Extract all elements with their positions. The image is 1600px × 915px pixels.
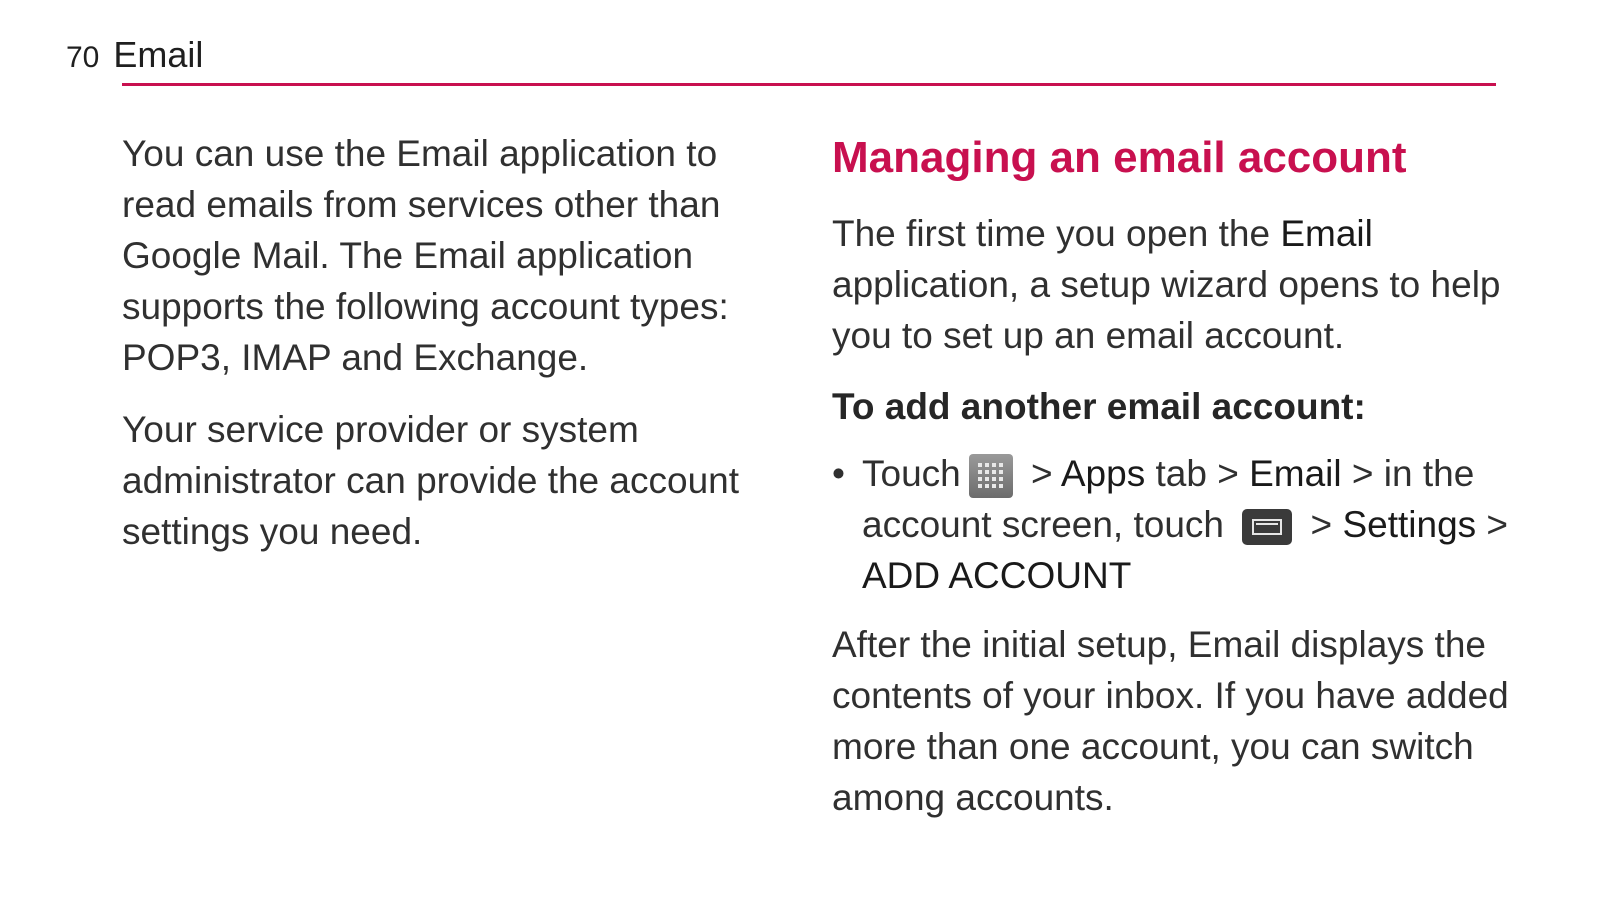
bullet-dot: • bbox=[832, 453, 845, 494]
setup-text-start: The first time you open the bbox=[832, 213, 1281, 254]
menu-key-icon bbox=[1242, 509, 1292, 545]
intro-paragraph: You can use the Email application to read emails from services other than Google Mail. The Email application supports the following account types: POP3, IMAP and Exchange. bbox=[122, 133, 729, 378]
account-screen-text: > in the account screen, touch bbox=[862, 453, 1475, 545]
apps-label: Apps bbox=[1060, 453, 1146, 494]
page-number: 70 bbox=[66, 41, 100, 74]
separator-3: > bbox=[1300, 504, 1343, 545]
separator-1: > bbox=[1020, 453, 1061, 494]
setup-paragraph bbox=[832, 208, 1532, 361]
section-heading: Managing an email account bbox=[832, 133, 1407, 182]
left-column bbox=[122, 128, 762, 578]
add-account-label: ADD ACCOUNT bbox=[862, 555, 1132, 596]
header-divider bbox=[122, 83, 1496, 86]
settings-label: Settings bbox=[1342, 504, 1477, 545]
provider-paragraph: Your service provider or system administrator can provide the account settings you need. bbox=[122, 409, 740, 552]
section-title: Email bbox=[113, 34, 204, 75]
instruction-step bbox=[832, 448, 1532, 601]
apps-grid-icon bbox=[969, 454, 1013, 498]
tab-text: tab > bbox=[1145, 453, 1250, 494]
right-column bbox=[832, 130, 1532, 844]
email-label: Email bbox=[1249, 453, 1342, 494]
separator-4: > bbox=[1476, 504, 1509, 545]
page-header bbox=[66, 34, 203, 76]
touch-label: Touch bbox=[862, 453, 961, 494]
instruction-subheading: To add another email account: bbox=[832, 386, 1366, 427]
after-setup-paragraph: After the initial setup, Email displays the contents of your inbox. If you have added more than one account, you can switch among accounts. bbox=[832, 624, 1509, 818]
setup-text-end: application, a setup wizard opens to help you to set up an email account. bbox=[832, 264, 1501, 356]
email-app-name: Email bbox=[1280, 213, 1373, 254]
